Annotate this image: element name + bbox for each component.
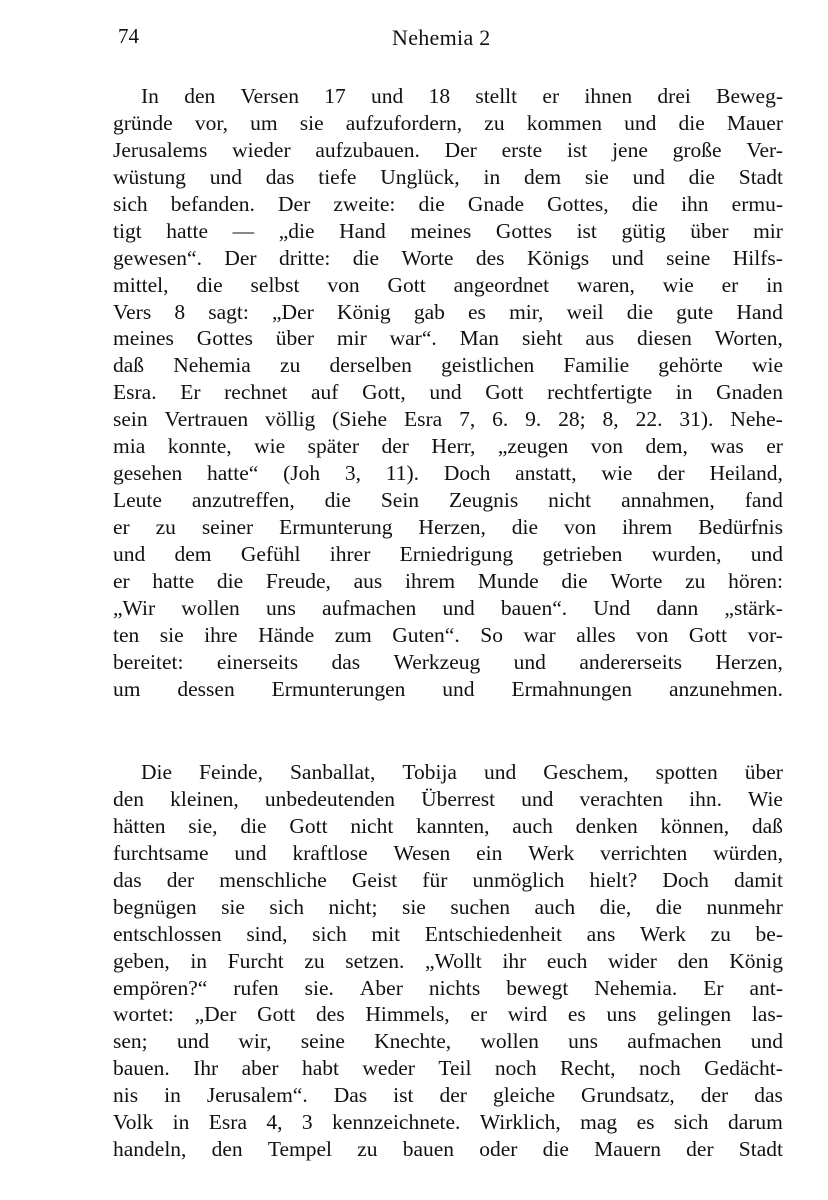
text-line: bereitet: einerseits das Werkzeug und andererseits Herzen, (113, 649, 783, 674)
text-line: begnügen sie sich nicht; sie suchen auch die, die nunmehr (113, 894, 783, 919)
paragraph-2 (113, 759, 783, 1163)
text-line: nis in Jerusalem“. Das ist der gleiche Grundsatz, der das (113, 1083, 783, 1108)
text-line: Leute anzutreffen, die Sein Zeugnis nicht annahmen, fand (113, 488, 783, 513)
text-line: furchtsame und kraftlose Wesen ein Werk verrichten würden, (113, 840, 783, 865)
text-line: entschlossen sind, sich mit Entschiedenheit ans Werk zu be- (113, 921, 783, 946)
text-line: In den Versen 17 und 18 stellt er ihnen drei Beweg- (141, 84, 783, 108)
text-line: Volk in Esra 4, 3 kennzeichnete. Wirklich, mag es sich darum (113, 1110, 783, 1135)
text-line: gründe vor, um sie aufzufordern, zu kommen und die Mauer (113, 110, 783, 135)
text-line: geben, in Furcht zu setzen. „Wollt ihr euch wider den König (113, 948, 783, 973)
text-line: daß Nehemia zu derselben geistlichen Familie gehörte wie (113, 353, 783, 378)
text-line: bauen. Ihr aber habt weder Teil noch Recht, noch Gedächt- (113, 1056, 783, 1081)
text-line: „Wir wollen uns aufmachen und bauen“. Und dann „stärk- (113, 595, 783, 620)
paragraph-1 (113, 83, 783, 703)
text-line: das der menschliche Geist für unmöglich hielt? Doch damit (113, 867, 783, 892)
text-line: mia konnte, wie später der Herr, „zeugen von dem, was er (113, 434, 783, 459)
text-line: Vers 8 sagt: „Der König gab es mir, weil die gute Hand (113, 299, 783, 324)
text-line: Die Feinde, Sanballat, Tobija und Geschem, spotten über (141, 760, 783, 784)
text-line: gewesen“. Der dritte: die Worte des Königs und seine Hilfs- (113, 245, 783, 270)
text-line: hätten sie, die Gott nicht kannten, auch denken können, daß (113, 813, 783, 838)
text-line: den kleinen, unbedeutenden Überrest und verachten ihn. Wie (113, 786, 783, 811)
text-line: gesehen hatte“ (Joh 3, 11). Doch anstatt, wie der Heiland, (113, 461, 783, 486)
page-number: 74 (118, 24, 139, 48)
text-line: wortet: „Der Gott des Himmels, er wird es uns gelingen las- (113, 1002, 783, 1027)
text-line: sen; und wir, seine Knechte, wollen uns aufmachen und (113, 1029, 783, 1054)
text-line: Esra. Er rechnet auf Gott, und Gott rechtfertigte in Gnaden (113, 380, 783, 405)
text-line: meines Gottes über mir war“. Man sieht aus diesen Worten, (113, 326, 783, 351)
text-line: Jerusalems wieder aufzubauen. Der erste ist jene große Ver- (113, 137, 783, 162)
text-line: sich befanden. Der zweite: die Gnade Gottes, die ihn ermu- (113, 191, 783, 216)
text-line: um dessen Ermunterungen und Ermahnungen anzunehmen. (113, 676, 783, 701)
text-line: sein Vertrauen völlig (Siehe Esra 7, 6. 9. 28; 8, 22. 31). Nehe- (113, 407, 783, 432)
text-line: handeln, den Tempel zu bauen oder die Mauern der Stadt (113, 1137, 783, 1162)
text-line: er zu seiner Ermunterung Herzen, die von ihrem Bedürfnis (113, 515, 783, 539)
text-line: ten sie ihre Hände zum Guten“. So war alles von Gott vor- (113, 622, 783, 647)
text-line: wüstung und das tiefe Unglück, in dem sie und die Stadt (113, 164, 783, 189)
text-line: tigt hatte — „die Hand meines Gottes ist gütig über mir (113, 218, 783, 243)
running-head-title: Nehemia 2 (392, 25, 491, 50)
text-line: er hatte die Freude, aus ihrem Munde die Worte zu hören: (113, 568, 783, 593)
text-line: und dem Gefühl ihrer Erniedrigung getrieben wurden, und (113, 541, 783, 566)
text-line: empören?“ rufen sie. Aber nichts bewegt Nehemia. Er ant- (113, 975, 783, 1000)
text-line: mittel, die selbst von Gott angeordnet waren, wie er in (113, 272, 783, 297)
